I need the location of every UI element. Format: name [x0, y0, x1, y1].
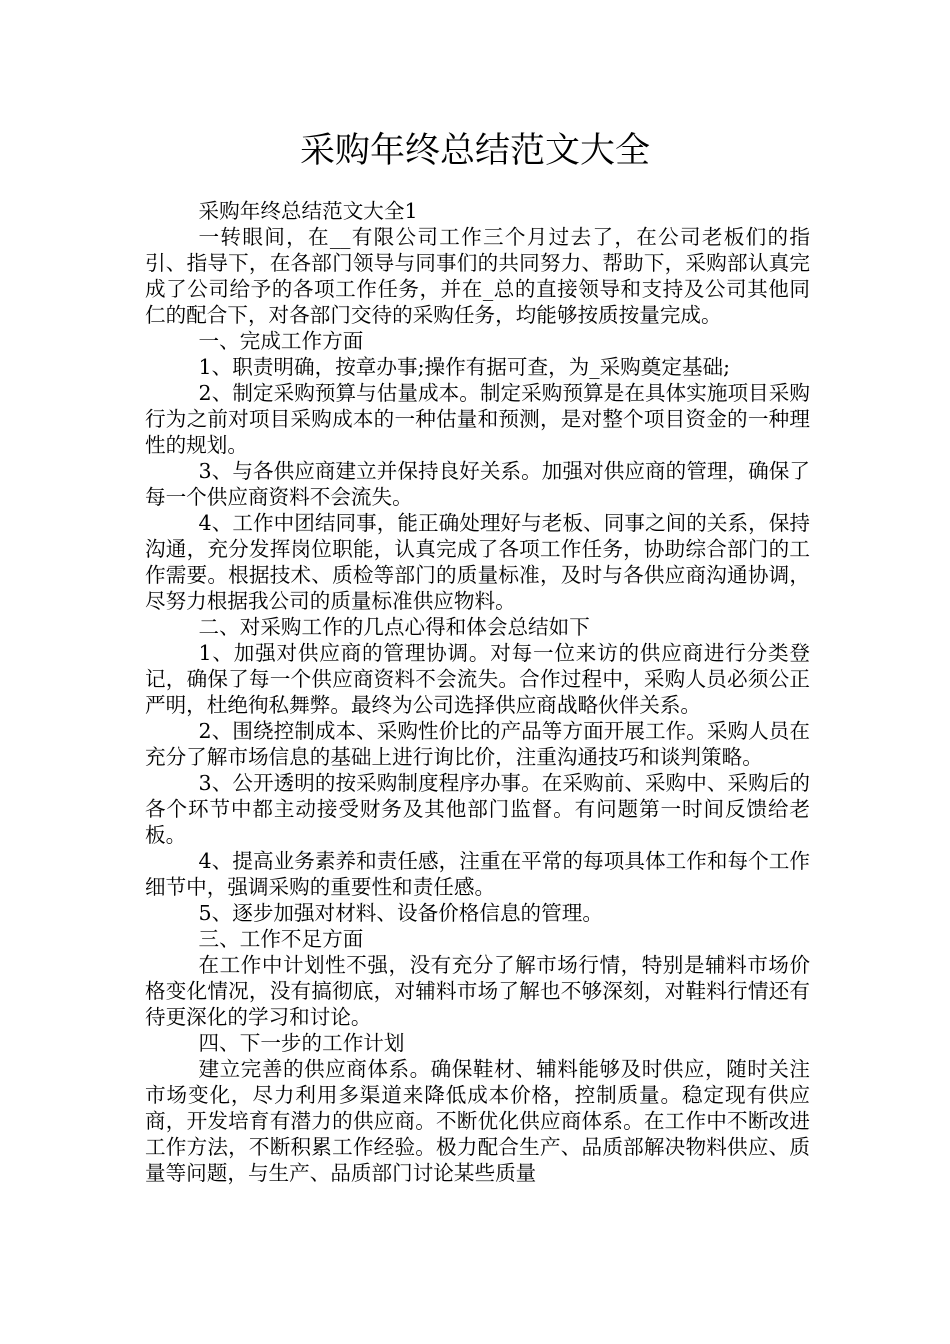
document-body	[145, 198, 810, 1186]
paragraph-intro: 一转眼间，在__有限公司工作三个月过去了，在公司老板们的指引、指导下，在各部门领导与同事们的共同努力、帮助下，采购部认真完成了公司给予的各项工作任务，并在_总的直接领导和支持及公司其他同仁的配合下，对各部门交待的采购任务，均能够按质按量完成。	[145, 225, 810, 327]
section-heading-1: 一、完成工作方面	[198, 329, 364, 353]
paragraph: 在工作中计划性不强，没有充分了解市场行情，特别是辅料市场价格变化情况，没有搞彻底，对辅料市场了解也不够深刻，对鞋料行情还有待更深化的学习和讨论。	[145, 953, 810, 1029]
list-item: 3、与各供应商建立并保持良好关系。加强对供应商的管理，确保了每一个供应商资料不会流失。	[145, 459, 810, 509]
paragraph: 建立完善的供应商体系。确保鞋材、辅料能够及时供应，随时关注市场变化，尽力利用多渠道来降低成本价格，控制质量。稳定现有供应商，开发培育有潜力的供应商。不断优化供应商体系。在工作中不断改进工作方法，不断积累工作经验。极力配合生产、品质部解决物料供应、质量等问题，与生产、品质部门讨论某些质量	[145, 1057, 810, 1185]
list-item: 4、工作中团结同事，能正确处理好与老板、同事之间的关系，保持沟通，充分发挥岗位职能，认真完成了各项工作任务，协助综合部门的工作需要。根据技术、质检等部门的质量标准，及时与各供应商沟通协调，尽努力根据我公司的质量标准供应物料。	[145, 511, 810, 613]
section-heading-3: 三、工作不足方面	[198, 927, 364, 951]
list-item: 1、职责明确，按章办事;操作有据可查，为_采购奠定基础;	[198, 355, 731, 379]
list-item: 4、提高业务素养和责任感，注重在平常的每项具体工作和每个工作细节中，强调采购的重要性和责任感。	[145, 849, 810, 899]
section-heading-2: 二、对采购工作的几点心得和体会总结如下	[198, 615, 590, 639]
list-item: 2、制定采购预算与估量成本。制定采购预算是在具体实施项目采购行为之前对项目采购成本的一种估量和预测，是对整个项目资金的一种理性的规划。	[145, 381, 810, 457]
document-title: 采购年终总结范文大全	[299, 131, 650, 171]
list-item: 5、逐步加强对材料、设备价格信息的管理。	[198, 901, 603, 925]
list-item: 1、加强对供应商的管理协调。对每一位来访的供应商进行分类登记，确保了每一个供应商资料不会流失。合作过程中，采购人员必须公正严明，杜绝徇私舞弊。最终为公司选择供应商战略伙伴关系。	[145, 641, 810, 717]
list-item: 3、公开透明的按采购制度程序办事。在采购前、采购中、采购后的各个环节中都主动接受财务及其他部门监督。有问题第一时间反馈给老板。	[145, 771, 810, 847]
list-item: 2、围绕控制成本、采购性价比的产品等方面开展工作。采购人员在充分了解市场信息的基础上进行询比价，注重沟通技巧和谈判策略。	[145, 719, 810, 769]
paragraph-heading: 采购年终总结范文大全1	[198, 199, 418, 223]
section-heading-4: 四、下一步的工作计划	[198, 1031, 405, 1055]
